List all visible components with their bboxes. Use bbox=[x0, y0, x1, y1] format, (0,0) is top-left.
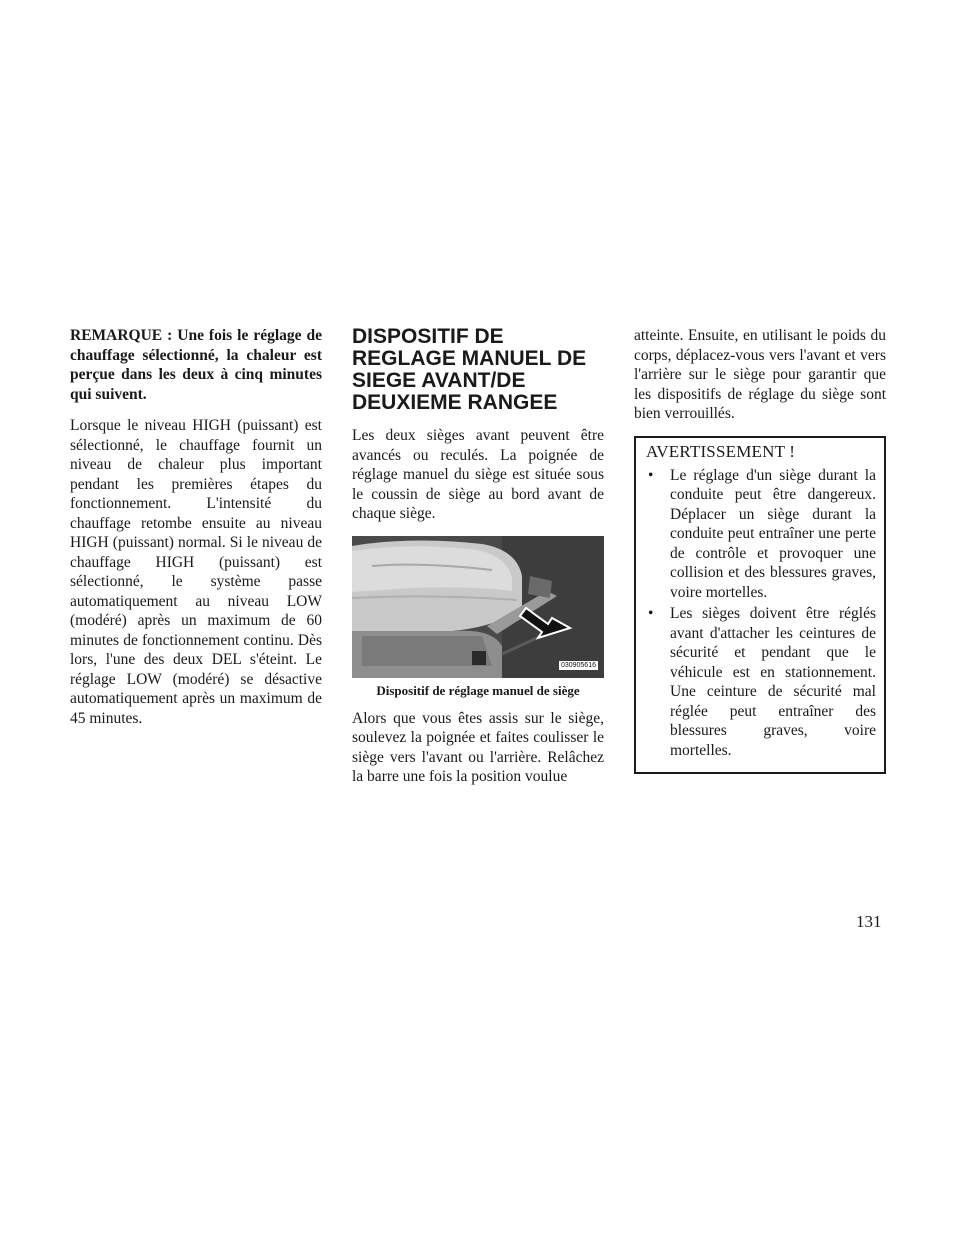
bullet-icon: • bbox=[648, 466, 654, 484]
warning-title: AVERTISSEMENT ! bbox=[646, 441, 796, 461]
warning-box bbox=[634, 436, 886, 775]
bullet-icon: • bbox=[648, 605, 654, 622]
column-middle bbox=[352, 326, 604, 799]
warning-item bbox=[646, 466, 876, 603]
warning-item-text: Les sièges doivent être réglés avant d'attacher les ceintures de sécurité et pendant que le véhicule est en stationnement. Une ceinture de sécurité mal réglée peut entraîner des blessures graves, voire mortelles. bbox=[670, 605, 876, 759]
page-number: 131 bbox=[856, 912, 882, 931]
warning-item bbox=[646, 604, 876, 760]
seat-adjuster-photo bbox=[352, 536, 604, 678]
warning-list bbox=[646, 466, 876, 761]
figure-code: 030905616 bbox=[560, 661, 596, 669]
seat-adjuster-intro: Les deux sièges avant peuvent être avancés ou reculés. La poignée de réglage manuel du siège est située sous le coussin de siège au bord avant de chaque siège. bbox=[352, 427, 604, 522]
column-right bbox=[634, 326, 886, 774]
warning-item-text: Le réglage d'un siège durant la conduite peut être dangereux. Déplacer un siège durant la conduite peut entraîner une perte de contrôle et provoquer une collision et des blessures graves, voire mortelles. bbox=[670, 466, 876, 601]
heating-note: REMARQUE : Une fois le réglage de chauffage sélectionné, la chaleur est perçue dans les deux à cinq minutes qui suivent. bbox=[70, 327, 322, 403]
section-heading: DISPOSITIF DE REGLAGE MANUEL DE SIEGE AVANT/DE DEUXIEME RANGEE bbox=[352, 325, 587, 414]
heating-levels-paragraph: Lorsque le niveau HIGH (puissant) est sélectionné, le chauffage fournit un niveau de chaleur plus important pendant les premières étapes du fonctionnement. L'intensité du chauffage retombe ensuite au niveau HIGH (puissant) normal. Si le niveau de chauffage HIGH (puissant) est sélectionné, le système passe automatiquement au niveau LOW (modéré) après un maximum de 60 minutes de fonctionnement continu. Dès lors, l'une des deux DEL s'éteint. Le réglage LOW (modéré) se désactive automatiquement après un maximum de 45 minutes. bbox=[70, 417, 322, 727]
column-left bbox=[70, 326, 322, 740]
instructions-continuation: atteinte. Ensuite, en utilisant le poids du corps, déplacez-vous vers l'avant et vers l'arrière sur le siège pour garantir que les dispositifs de réglage du siège sont bien verrouillés. bbox=[634, 327, 886, 422]
seat-adjust-instructions: Alors que vous êtes assis sur le siège, soulevez la poignée et faites coulisser le siège vers l'avant ou l'arrière. Relâchez la barre une fois la position voulue bbox=[352, 709, 604, 785]
figure-caption: Dispositif de réglage manuel de siège bbox=[376, 682, 580, 698]
